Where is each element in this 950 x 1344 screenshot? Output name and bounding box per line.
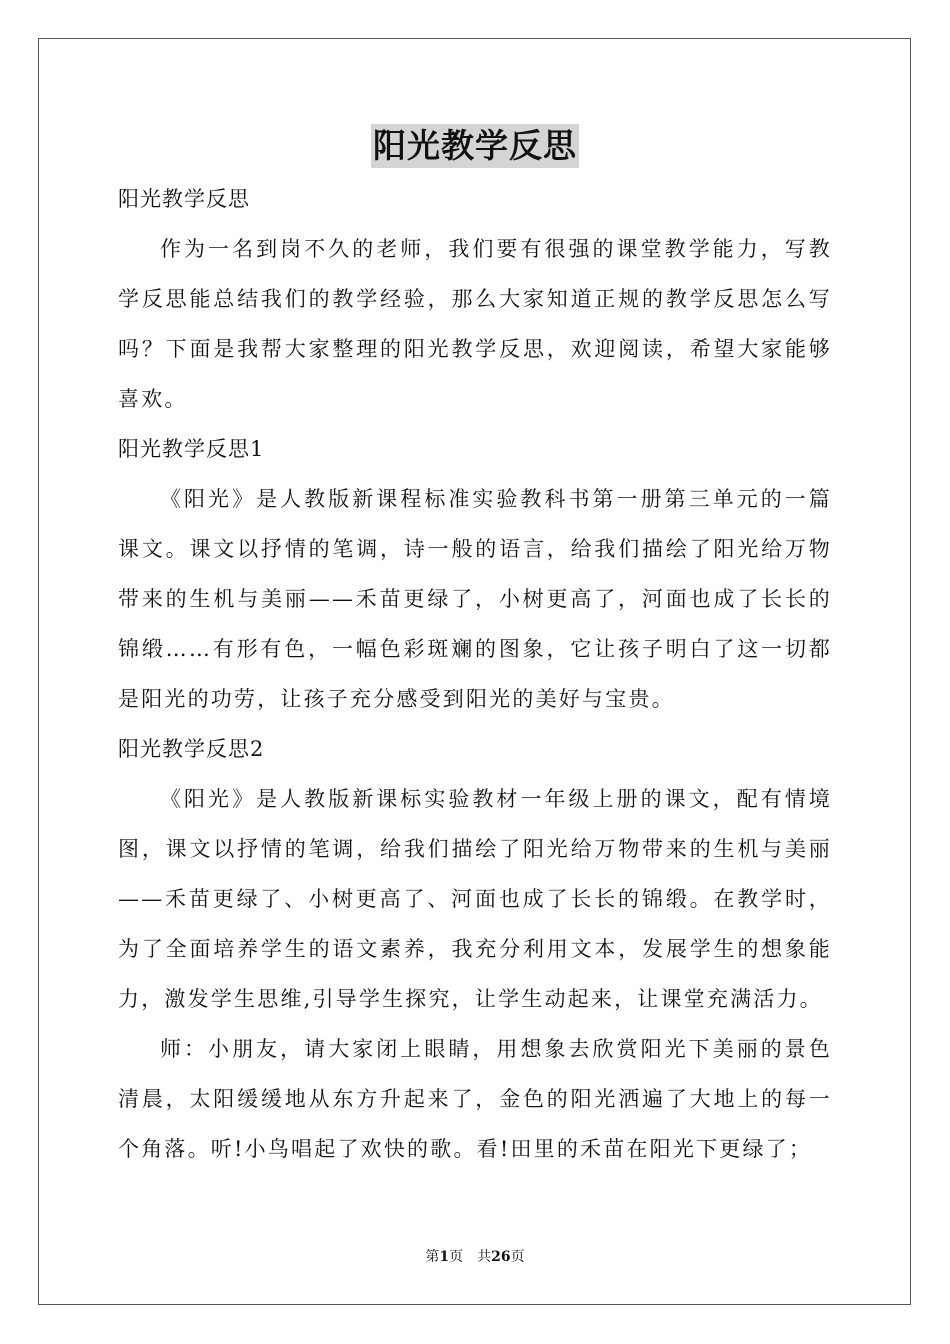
footer-total-prefix: 共 xyxy=(477,1249,492,1265)
intro-paragraph: 作为一名到岗不久的老师，我们要有很强的课堂教学能力，写教学反思能总结我们的教学经验，那么大家知道正规的教学反思怎么写吗？下面是我帮大家整理的阳光教学反思，欢迎阅读，希望大家能够喜欢。 xyxy=(118,237,832,411)
footer-page-prefix: 第 xyxy=(425,1249,440,1265)
footer-total-pages: 26 xyxy=(491,1249,511,1265)
section1-heading: 阳光教学反思1 xyxy=(118,437,265,461)
footer-page-number: 1 xyxy=(439,1249,450,1265)
footer-total-suffix: 页 xyxy=(510,1249,525,1265)
title-container xyxy=(0,124,950,168)
page-footer xyxy=(0,1247,950,1267)
document-body xyxy=(118,174,832,1174)
footer-page-suffix: 页 xyxy=(449,1249,464,1265)
section2-paragraph-1: 《阳光》是人教版新课标实验教材一年级上册的课文，配有情境图，课文以抒情的笔调，给我们描绘了阳光给万物带来的生机与美丽——禾苗更绿了、小树更高了、河面也成了长长的锦缎。在教学时，为了全面培养学生的语文素养，我充分利用文本，发展学生的想象能力，激发学生思维,引导学生探究，让学生动起来，让课堂充满活力。 xyxy=(118,787,832,1011)
section1-paragraph: 《阳光》是人教版新课程标准实验教科书第一册第三单元的一篇课文。课文以抒情的笔调，诗一般的语言，给我们描绘了阳光给万物带来的生机与美丽——禾苗更绿了，小树更高了，河面也成了长长的锦缎……有形有色，一幅色彩斑斓的图象，它让孩子明白了这一切都是阳光的功劳，让孩子充分感受到阳光的美好与宝贵。 xyxy=(118,487,832,711)
section2-paragraph-2: 师：小朋友，请大家闭上眼睛，用想象去欣赏阳光下美丽的景色清晨，太阳缓缓地从东方升起来了，金色的阳光洒遍了大地上的每一个角落。听!小鸟唱起了欢快的歌。看!田里的禾苗在阳光下更绿了； xyxy=(118,1037,832,1161)
section2-heading: 阳光教学反思2 xyxy=(118,737,265,761)
document-subtitle: 阳光教学反思 xyxy=(118,187,250,211)
document-title: 阳光教学反思 xyxy=(371,124,579,168)
